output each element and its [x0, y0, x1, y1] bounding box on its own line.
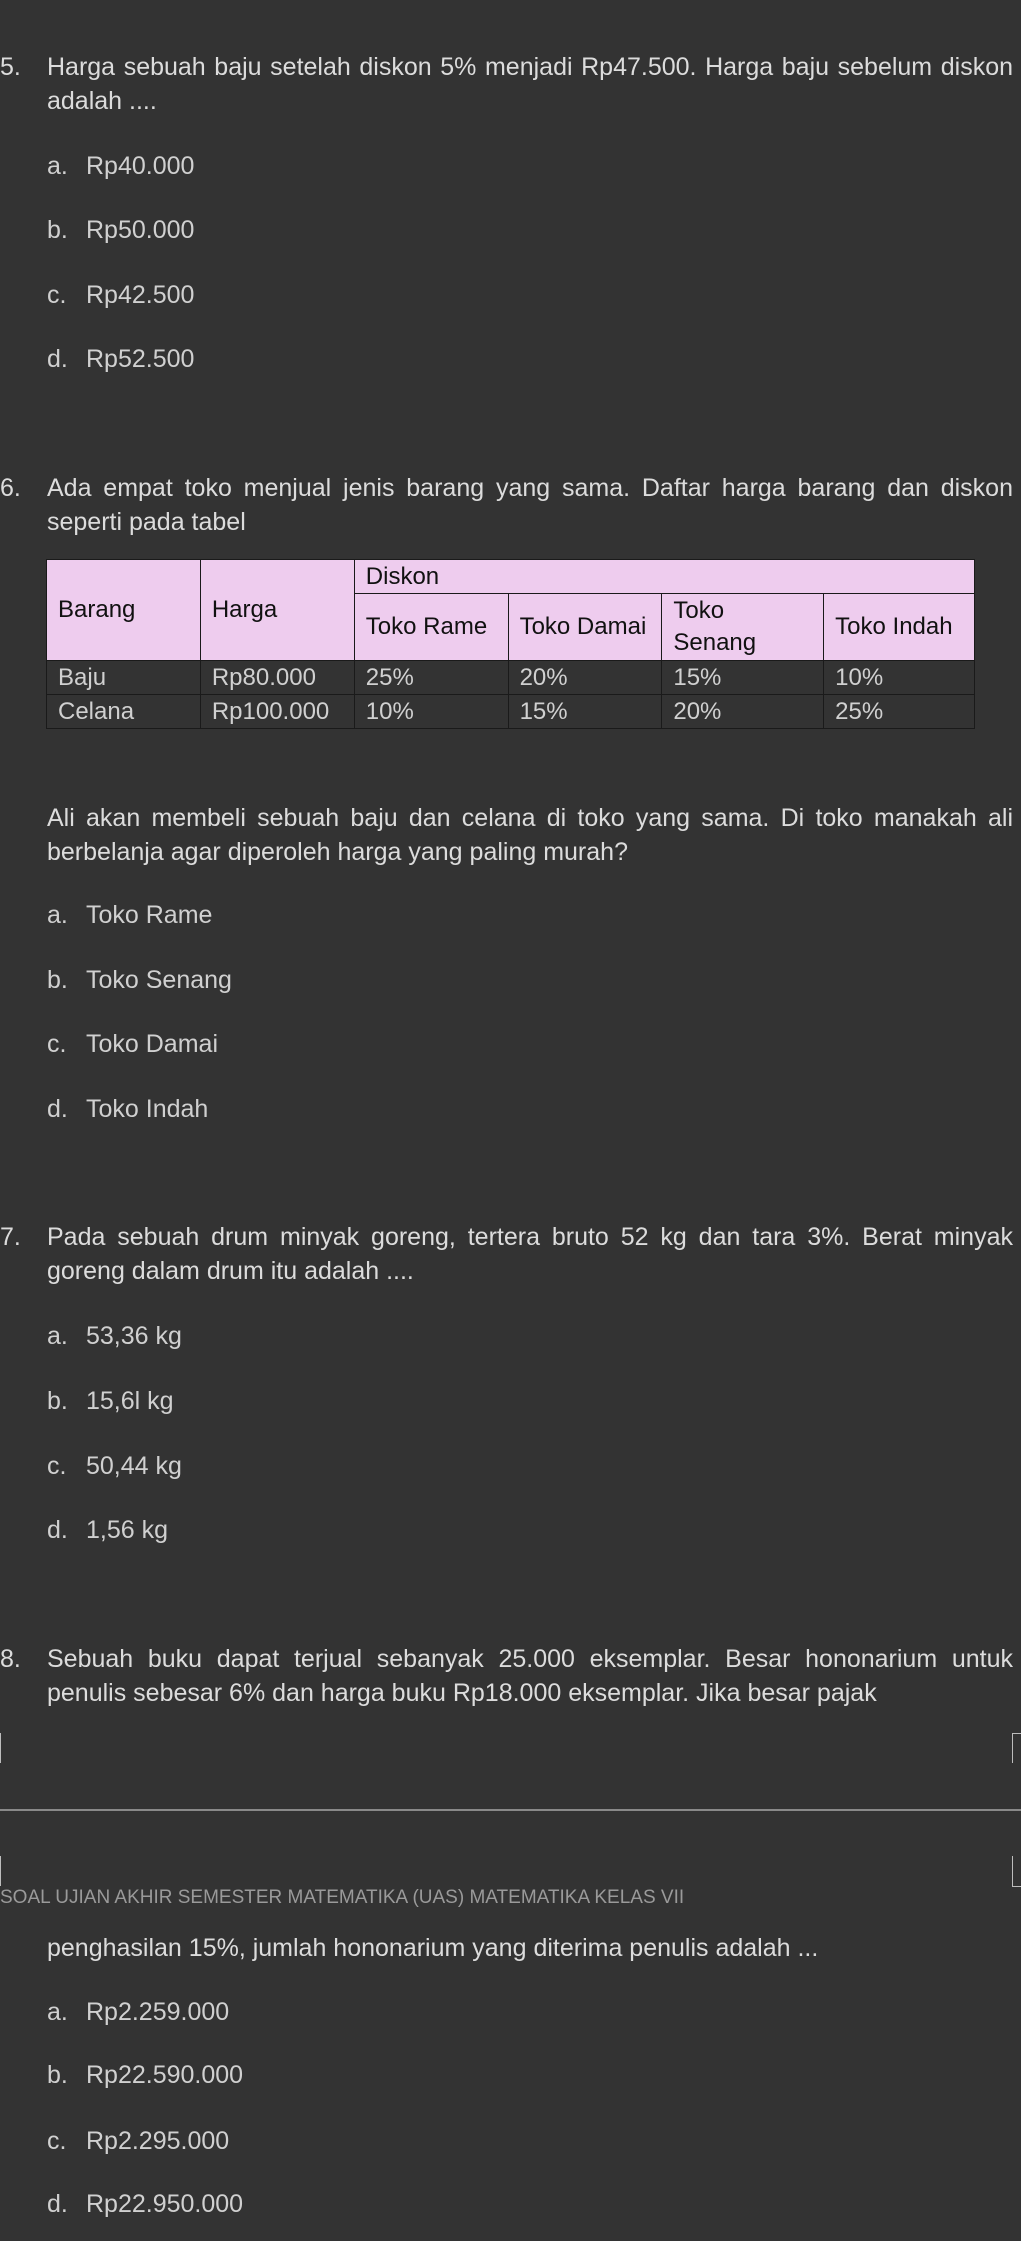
option-text: Rp52.500: [86, 345, 195, 373]
option-text: Rp2.259.000: [86, 1998, 230, 2026]
cell-diskon: 10%: [824, 661, 975, 695]
cell-diskon: 10%: [354, 695, 508, 729]
question-8-option-c[interactable]: [47, 2124, 229, 2158]
page-divider: [0, 1809, 1021, 1811]
option-letter: c.: [47, 2127, 67, 2155]
question-6-text: Ada empat toko menjual jenis barang yang sama. Daftar harga barang dan diskon seperti pada tabel: [47, 474, 1013, 536]
question-7-number: 7.: [0, 1223, 21, 1251]
question-7-option-d[interactable]: [47, 1513, 168, 1547]
header-shop: Toko Rame: [354, 594, 508, 661]
option-letter: d.: [47, 2190, 68, 2218]
option-letter: a.: [47, 901, 68, 929]
question-8-number: 8.: [0, 1645, 21, 1673]
question-6-option-c[interactable]: [47, 1027, 218, 1061]
discount-table: [46, 559, 975, 729]
option-text: Rp22.590.000: [86, 2061, 244, 2089]
option-text: Toko Rame: [86, 901, 213, 929]
option-letter: d.: [47, 1095, 68, 1123]
option-text: Rp50.000: [86, 216, 195, 244]
option-text: 1,56 kg: [86, 1516, 169, 1544]
header-shop: Toko Senang: [662, 594, 824, 661]
question-7-option-c[interactable]: [47, 1449, 182, 1483]
crop-mark: [1012, 1886, 1021, 1887]
question-6-option-b[interactable]: [47, 963, 232, 997]
cell-diskon: 15%: [508, 695, 662, 729]
option-letter: b.: [47, 966, 68, 994]
cell-diskon: 25%: [824, 695, 975, 729]
table-row: [47, 695, 975, 729]
option-letter: d.: [47, 345, 68, 373]
question-8-option-a[interactable]: [47, 1995, 229, 2029]
option-text: 53,36 kg: [86, 1322, 182, 1350]
question-8-option-d[interactable]: [47, 2187, 243, 2221]
question-6-option-a[interactable]: [47, 898, 212, 932]
question-5-option-b[interactable]: [47, 213, 194, 247]
option-text: 15,6l kg: [86, 1387, 174, 1415]
question-6-followup: Ali akan membeli sebuah baju dan celana di toko yang sama. Di toko manakah ali berbelanja agar diperoleh harga yang paling murah?: [47, 804, 1013, 866]
cell-diskon: 20%: [508, 661, 662, 695]
header-diskon: Diskon: [354, 560, 974, 594]
option-letter: c.: [47, 281, 67, 309]
page-header: SOAL UJIAN AKHIR SEMESTER MATEMATIKA (UAS) MATEMATIKA KELAS VII: [0, 1887, 685, 1908]
crop-mark: [0, 1733, 1, 1763]
question-7-option-a[interactable]: [47, 1319, 182, 1353]
question-6-number: 6.: [0, 474, 21, 502]
option-letter: a.: [47, 1322, 68, 1350]
option-text: Rp22.950.000: [86, 2190, 244, 2218]
option-letter: b.: [47, 216, 68, 244]
option-text: Toko Indah: [86, 1095, 209, 1123]
option-letter: b.: [47, 2061, 68, 2089]
option-text: Toko Damai: [86, 1030, 218, 1058]
crop-mark: [0, 1856, 1, 1886]
question-8-option-b[interactable]: [47, 2058, 243, 2092]
question-5-option-a[interactable]: [47, 149, 194, 183]
crop-mark: [1012, 1856, 1013, 1886]
cell-harga: Rp80.000: [200, 661, 354, 695]
option-text: Rp40.000: [86, 152, 195, 180]
question-5-number: 5.: [0, 53, 21, 81]
question-8-text: Sebuah buku dapat terjual sebanyak 25.000 eksemplar. Besar hononarium untuk penulis sebesar 6% dan harga buku Rp18.000 eksemplar. Jika besar pajak: [47, 1645, 1013, 1707]
question-7-text: Pada sebuah drum minyak goreng, tertera bruto 52 kg dan tara 3%. Berat minyak goreng dalam drum itu adalah ....: [47, 1223, 1013, 1285]
header-shop: Toko Damai: [508, 594, 662, 661]
question-5-option-d[interactable]: [47, 342, 194, 376]
header-harga: Harga: [200, 560, 354, 661]
crop-mark: [1012, 1733, 1021, 1734]
crop-mark: [1012, 1733, 1013, 1763]
option-text: Rp42.500: [86, 281, 195, 309]
header-shop: Toko Indah: [824, 594, 975, 661]
cell-barang: Celana: [47, 695, 201, 729]
cell-diskon: 25%: [354, 661, 508, 695]
question-6-option-d[interactable]: [47, 1092, 208, 1126]
header-barang: Barang: [47, 560, 201, 661]
option-letter: a.: [47, 1998, 68, 2026]
option-letter: c.: [47, 1030, 67, 1058]
question-5-text: Harga sebuah baju setelah diskon 5% menjadi Rp47.500. Harga baju sebelum diskon adalah ....: [47, 53, 1013, 115]
option-text: 50,44 kg: [86, 1452, 182, 1480]
table-row: [47, 661, 975, 695]
cell-barang: Baju: [47, 661, 201, 695]
option-letter: a.: [47, 152, 68, 180]
cell-diskon: 20%: [662, 695, 824, 729]
question-7-option-b[interactable]: [47, 1384, 174, 1418]
option-letter: b.: [47, 1387, 68, 1415]
option-letter: c.: [47, 1452, 67, 1480]
cell-diskon: 15%: [662, 661, 824, 695]
option-letter: d.: [47, 1516, 68, 1544]
cell-harga: Rp100.000: [200, 695, 354, 729]
option-text: Rp2.295.000: [86, 2127, 230, 2155]
question-5-option-c[interactable]: [47, 278, 194, 312]
question-8-continuation: penghasilan 15%, jumlah hononarium yang diterima penulis adalah ...: [47, 1934, 819, 1962]
option-text: Toko Senang: [86, 966, 232, 994]
